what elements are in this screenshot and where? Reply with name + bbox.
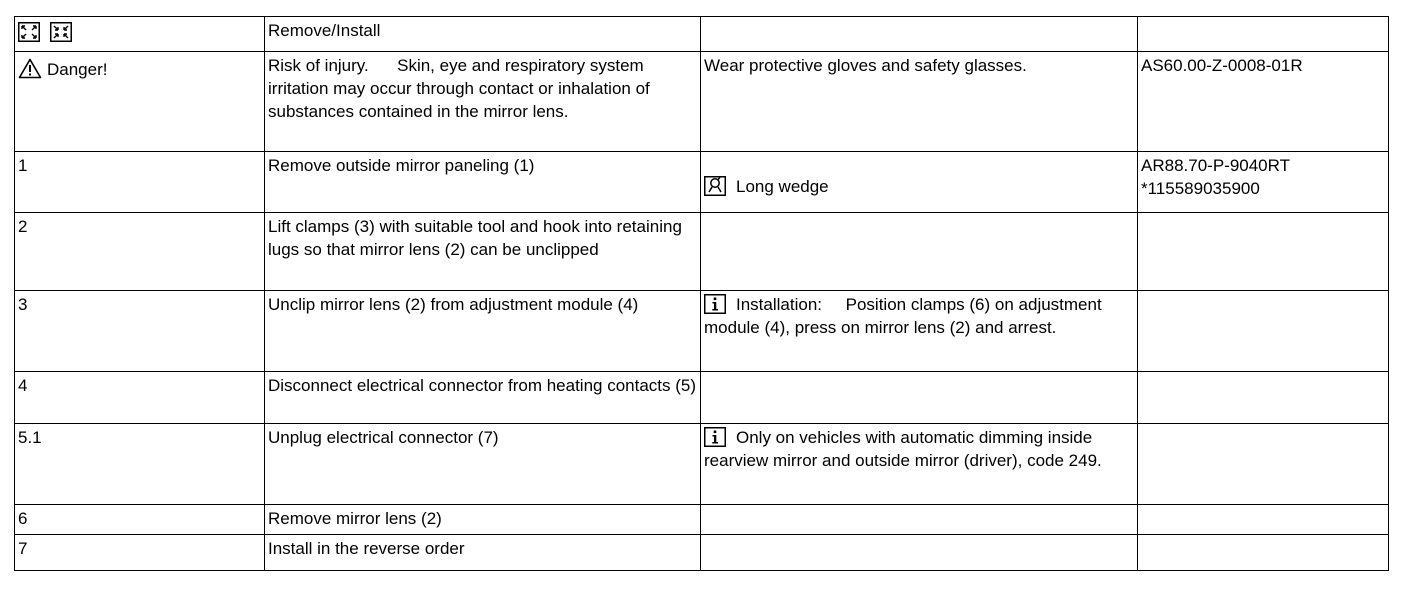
step-tool-cell [701, 152, 1138, 213]
info-icon [704, 294, 726, 314]
danger-note: Wear protective gloves and safety glasses. [701, 52, 1138, 152]
step-empty-cell [701, 372, 1138, 424]
step-instruction: Remove outside mirror paneling (1) [265, 152, 701, 213]
danger-text: Skin, eye and respiratory system irritation may occur through contact or inhalation of substances contained in the mirror lens. [268, 56, 650, 121]
step-row [15, 535, 1389, 571]
danger-text-cell [265, 52, 701, 152]
remove-install-icon [18, 22, 40, 42]
step-number: 4 [15, 372, 265, 424]
danger-lead: Risk of injury. [268, 56, 369, 75]
warning-triangle-icon [18, 58, 42, 79]
note-lead: Installation: [736, 295, 822, 314]
step-number: 1 [15, 152, 265, 213]
step-row [15, 505, 1389, 535]
note-text: Only on vehicles with automatic dimming inside rearview mirror and outside mirror (driver), code 249. [704, 428, 1102, 470]
step-number: 6 [15, 505, 265, 535]
step-empty-cell [701, 213, 1138, 291]
step-instruction: Disconnect electrical connector from heating contacts (5) [265, 372, 701, 424]
step-row [15, 152, 1389, 213]
step-empty-cell [1138, 424, 1389, 505]
step-note-cell [701, 291, 1138, 372]
step-row [15, 424, 1389, 505]
step-instruction: Install in the reverse order [265, 535, 701, 571]
step-instruction: Remove mirror lens (2) [265, 505, 701, 535]
step-instruction: Lift clamps (3) with suitable tool and hook into retaining lugs so that mirror lens (2) can be unclipped [265, 213, 701, 291]
remove-install-icon [50, 22, 72, 42]
special-tool-icon [704, 176, 726, 196]
step-empty-cell [1138, 213, 1389, 291]
note-text: Position clamps (6) on adjustment module (4), press on mirror lens (2) and arrest. [704, 295, 1102, 337]
step-references-cell [1138, 152, 1389, 213]
step-row [15, 372, 1389, 424]
action-label: Remove/Install [265, 17, 701, 52]
header-empty-cell [1138, 17, 1389, 52]
reference-document: AR88.70-P-9040RT [1141, 156, 1290, 175]
step-row [15, 213, 1389, 291]
danger-label: Danger! [47, 60, 108, 79]
reference-part-number: *115589035900 [1141, 179, 1260, 198]
header-empty-cell [701, 17, 1138, 52]
tool-label: Long wedge [736, 177, 829, 196]
step-empty-cell [701, 505, 1138, 535]
step-empty-cell [1138, 372, 1389, 424]
step-empty-cell [1138, 291, 1389, 372]
step-empty-cell [1138, 535, 1389, 571]
header-row [15, 17, 1389, 52]
step-empty-cell [701, 535, 1138, 571]
danger-label-cell [15, 52, 265, 152]
danger-row [15, 52, 1389, 152]
step-number: 3 [15, 291, 265, 372]
step-note-cell [701, 424, 1138, 505]
step-number: 2 [15, 213, 265, 291]
info-icon [704, 427, 726, 447]
procedure-table [14, 16, 1389, 571]
step-instruction: Unclip mirror lens (2) from adjustment module (4) [265, 291, 701, 372]
step-number: 5.1 [15, 424, 265, 505]
danger-reference: AS60.00-Z-0008-01R [1138, 52, 1389, 152]
header-icons-cell [15, 17, 265, 52]
step-number: 7 [15, 535, 265, 571]
step-instruction: Unplug electrical connector (7) [265, 424, 701, 505]
step-row [15, 291, 1389, 372]
step-empty-cell [1138, 505, 1389, 535]
